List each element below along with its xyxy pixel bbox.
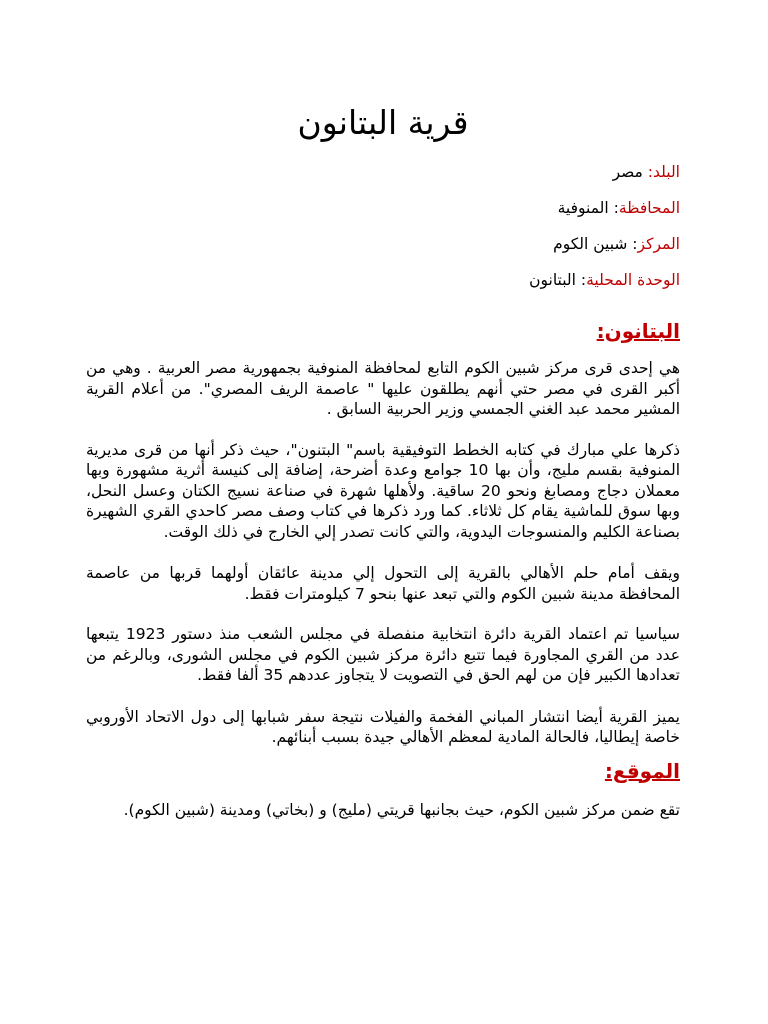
info-label-local-unit: الوحدة المحلية [586,271,680,289]
info-value-local-unit: : البتانون [529,271,587,289]
paragraph-buildings: يميز القرية أيضا انتشار المباني الفخمة والفيلات نتيجة سفر شبابها إلى دول الاتحاد الأوروبي خاصة إيطاليا، فالحالة المادية لمعظم الأهالي جيدة بسبب أبنائهم. [86,707,680,746]
info-row-center [86,226,680,262]
info-label-center: المركز [637,235,680,253]
info-list [86,154,680,298]
info-value-country: مصر [612,163,648,181]
section-heading-location: الموقع: [604,758,680,783]
page-title: قرية البتانون [297,103,469,142]
paragraph-location: تقع ضمن مركز شبين الكوم، حيث بجانبها قريتي (مليج) و (بخاتي) ومدينة (شبين الكوم). [123,800,680,819]
info-row-country [86,154,680,190]
info-row-local-unit [86,262,680,298]
info-value-governorate: : المنوفية [557,199,619,217]
info-label-governorate: المحافظة [618,199,680,217]
info-label-country: البلد: [647,163,680,181]
paragraph-city-obstacle: ويقف أمام حلم الأهالي بالقرية إلى التحول إلي مدينة عائقان أولهما قربها من عاصمة المحافظة مدينة شبين الكوم والتي تبعد عنها بنحو 7 كيلومترات فقط. [86,564,680,603]
info-row-governorate [86,190,680,226]
info-value-center: : شبين الكوم [553,235,638,253]
paragraph-history: ذكرها علي مبارك في كتابه الخطط التوفيقية باسم" البتنون"، حيث ذكر أنها من قرى مديرية المنوفية بقسم مليج، وأن بها 10 جوامع وعدة أضرحة، إضافة إلى كنيسة أثرية مشهورة وبها معملان دجاج ومصابغ ونحو 20 ساقية. ولأهلها شهرة في صناعة نسيج الكتان وعسل النحل، وبها سوق للماشية يقام كل ثلاثاء. كما ورد ذكرها في كتاب وصف مصر كاحدي القري الشهيرة بصناعة الكليم والمنسوجات اليدوية، والتي كانت تصدر إلي الخارج في ذلك الوقت. [86,440,681,541]
section-heading-about: البتانون: [596,319,680,343]
paragraph-intro: هي إحدى قرى مركز شبين الكوم التابع لمحافظة المنوفية بجمهورية مصر العربية . وهي من أكبر القرى في مصر حتي أنهم يطلقون عليها " عاصمة الريف المصري". من أعلام القرية المشير محمد عبد الغني الجمسي وزير الحربية السابق . [86,359,680,418]
paragraph-politics: سياسيا تم اعتماد القرية دائرة انتخابية منفصلة في مجلس الشعب منذ دستور 1923 يتبعها عدد من القري المجاورة فيما تتبع دائرة مركز شبين الكوم في مجلس الشورى، وبالرغم من تعدادها الكبير فإن من لهم الحق في التصويت لا يتجاوز عددهم 35 ألفا فقط. [86,625,680,684]
